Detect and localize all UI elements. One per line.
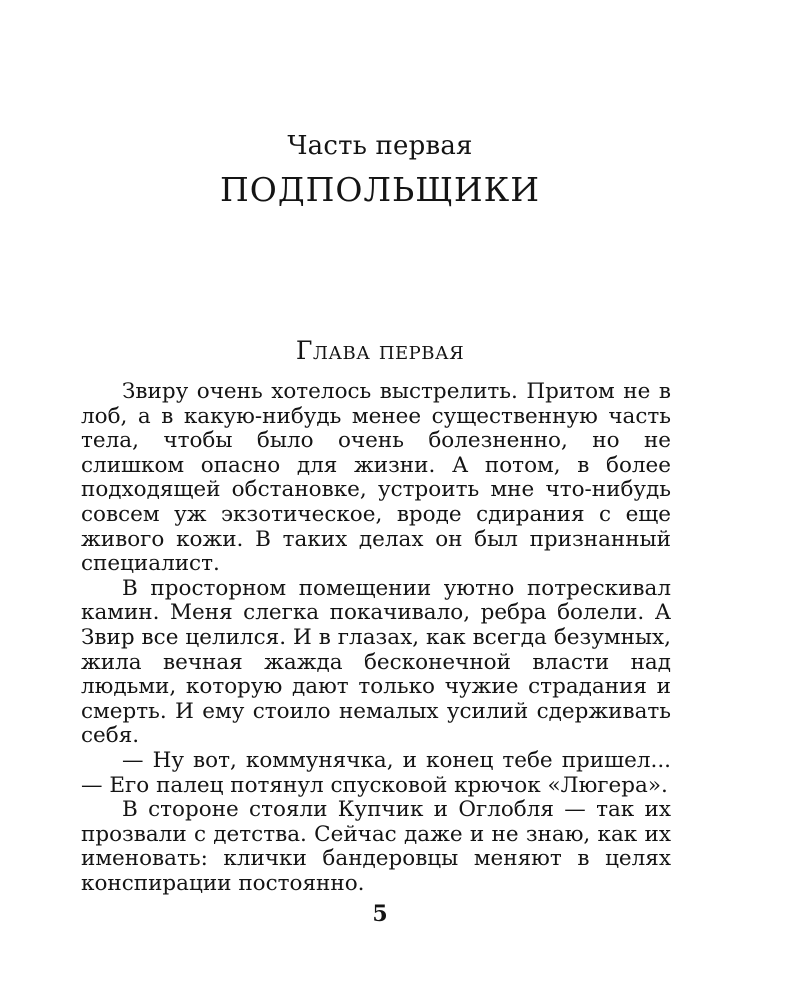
paragraph: Звиру очень хотелось выстрелить. Притом не в лоб, а в какую-нибудь менее существенную часть тела, чтобы было очень болезненно, но не слишком опасно для жизни. А потом, в более подходящей обстановке, устроить мне что-нибудь совсем уж экзотическое, вроде сдирания с еще живого кожи. В таких делах он был признанный специалист.: [81, 379, 671, 577]
paragraph: — Ну вот, коммунячка, и конец тебе пришел... — Его палец потянул спусковой крючок «Люгера».: [81, 747, 671, 798]
chapter-body: [81, 380, 671, 896]
page-number: 5: [372, 901, 388, 927]
paragraph: В просторном помещении уютно потрескивал камин. Меня слегка покачивало, ребра болели. А Звир все целился. И в глазах, как всегда безумных, жила вечная жажда бесконечной власти над людьми, которую дают только чужие страдания и смерть. И ему стоило немалых усилий сдерживать себя.: [81, 575, 671, 749]
paragraph: В стороне стояли Купчик и Оглобля — так их прозвали с детства. Сейчас даже и не знаю, как их именовать: клички бандеровцы меняют в целях конспирации постоянно.: [81, 797, 671, 896]
part-heading: [0, 128, 760, 212]
chapter-title: Глава первая: [295, 336, 465, 365]
part-title: ПОДПОЛЬЩИКИ: [219, 170, 541, 209]
part-label: Часть первая: [287, 131, 473, 161]
